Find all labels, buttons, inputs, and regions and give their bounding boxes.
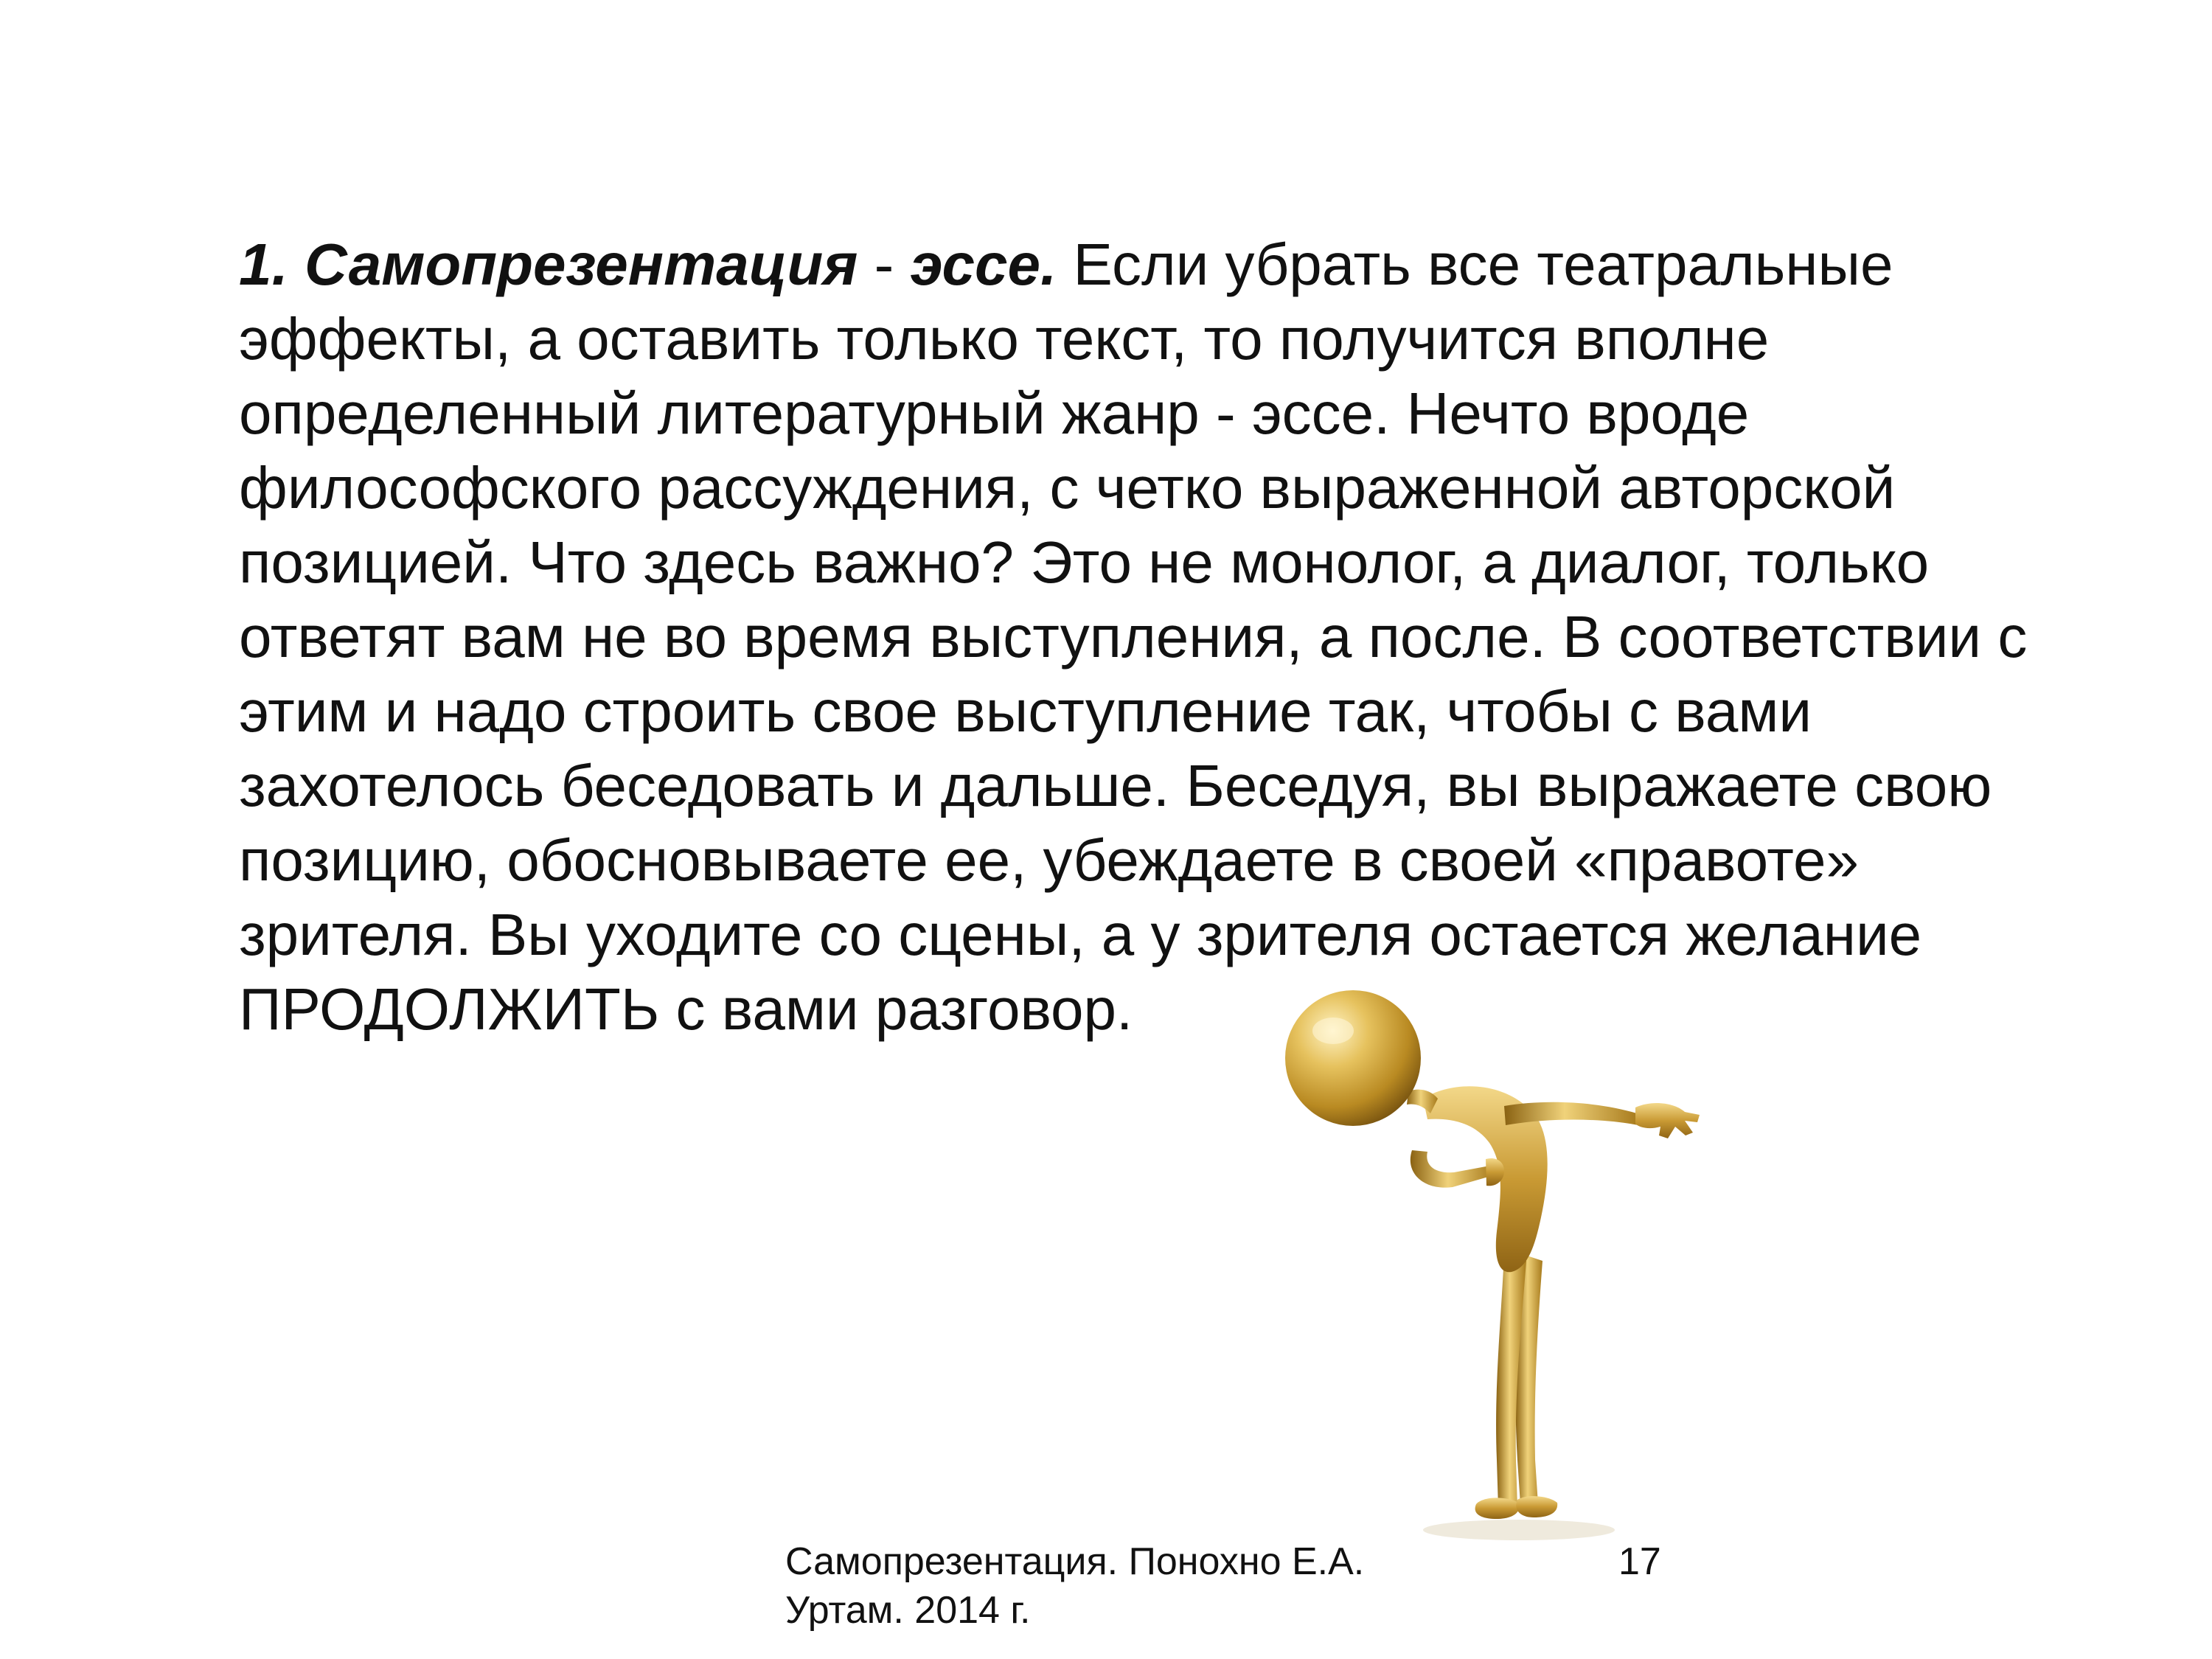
body-line: философского рассуждения, с четко выраженной авторской [239, 455, 1896, 521]
slide-footer [785, 1537, 1364, 1635]
body-line: позицию, обосновываете ее, убеждаете в своей «правоте» [239, 827, 1860, 893]
body-line: Если убрать все театральные [1073, 232, 1893, 297]
body-line: определенный литературный жанр - эссе. Нечто вроде [239, 380, 1750, 446]
body-line: ПРОДОЛЖИТЬ с вами разговор. [239, 976, 1133, 1042]
body-line: эффекты, а оставить только текст, то получится вполне [239, 306, 1770, 372]
body-line: захотелось беседовать и дальше. Беседуя, вы выражаете свою [239, 753, 1992, 818]
body-line: зрителя. Вы уходите со сцены, а у зрителя остается желание [239, 902, 1922, 967]
footer-place-year: Уртам. 2014 г. [785, 1589, 1031, 1632]
heading-genre: эссе. [910, 232, 1057, 297]
bowing-golden-figure-icon [1283, 988, 1770, 1548]
body-line: этим и надо строить свое выступление так, чтобы с вами [239, 678, 1812, 744]
heading-term: Самопрезентация [304, 232, 858, 297]
body-line: позицией. Что здесь важно? Это не монолог, а диалог, только [239, 529, 1930, 595]
text-line-1 [239, 227, 2156, 302]
body-line: ответят вам не во время выступления, а после. В соответствии с [239, 604, 2028, 669]
heading-number: 1. [239, 232, 288, 297]
footer-title: Самопрезентация. Понохно Е.А. [785, 1540, 1365, 1583]
page-number: 17 [1618, 1540, 1661, 1583]
slide-body-text [239, 227, 2156, 1046]
heading-dash: - [874, 232, 894, 297]
